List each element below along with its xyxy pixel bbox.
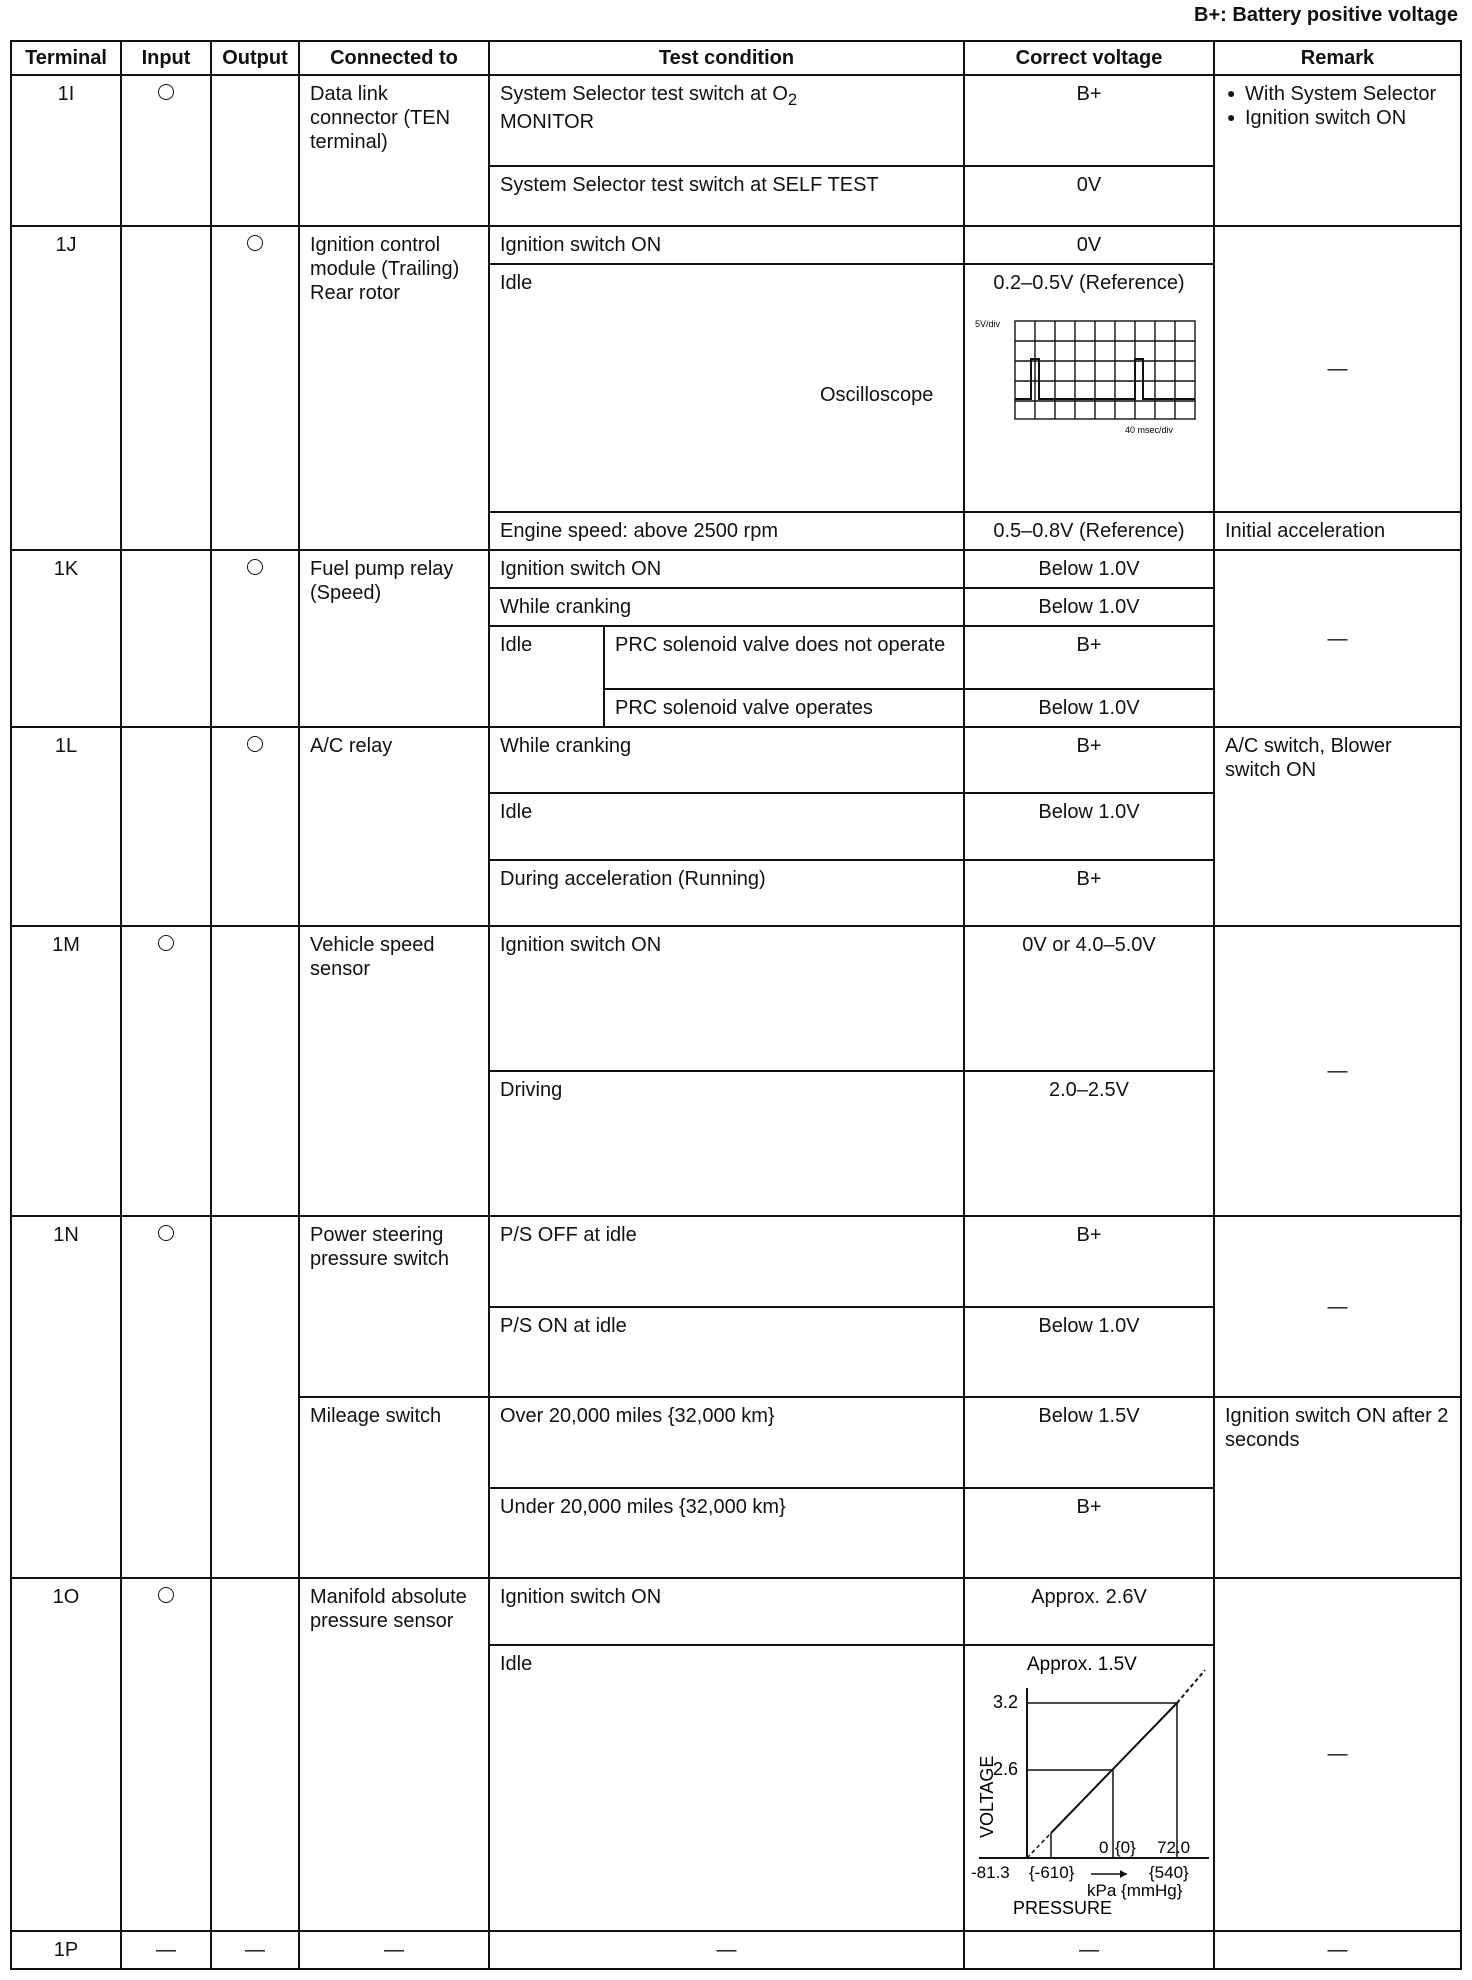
terminal-cell: 1I — [11, 75, 121, 226]
connected-to-cell: Ignition control module (Trailing) Rear rotor — [299, 226, 489, 550]
terminal-cell: 1M — [11, 926, 121, 1216]
map-sensor-graph — [969, 1648, 1209, 1918]
condition-cell: Idle — [489, 793, 964, 859]
col-terminal: Terminal — [11, 41, 121, 75]
voltage-cell: Below 1.0V — [964, 1307, 1214, 1398]
voltage-cell: B+ — [964, 75, 1214, 166]
scope-y-label: 5V/div — [975, 319, 1001, 330]
y-tick: 2.6 — [993, 1758, 1019, 1779]
condition-cell: System Selector test switch at $O_2$ MONITOR — [489, 75, 964, 166]
input-mark — [121, 926, 211, 1216]
condition-cell: Idle — [489, 626, 604, 727]
scope-x-label: 40 msec/div — [1125, 425, 1174, 436]
table-row — [11, 75, 1461, 166]
col-test-condition: Test condition — [489, 41, 964, 75]
voltage-cell: 0V or 4.0–5.0V — [964, 926, 1214, 1071]
remark-cell: — — [1214, 226, 1461, 512]
remark-cell: — — [1214, 926, 1461, 1216]
output-mark — [211, 550, 299, 727]
remark-cell: Initial acceleration — [1214, 512, 1461, 550]
voltage-cell: B+ — [964, 1488, 1214, 1579]
condition-cell: Idle Oscilloscope — [489, 264, 964, 512]
input-mark — [121, 75, 211, 226]
condition-cell: Ignition switch ON — [489, 226, 964, 264]
connected-to-cell: Vehicle speed sensor — [299, 926, 489, 1216]
voltage-cell: 0.2–0.5V (Reference) 5V/div 40 msec/div — [964, 264, 1214, 512]
y-axis-label: VOLTAGE — [977, 1755, 997, 1838]
dash-cell: — — [299, 1931, 489, 1969]
connected-to-cell: Fuel pump relay (Speed) — [299, 550, 489, 727]
terminal-cell: 1N — [11, 1216, 121, 1578]
x-axis-label: PRESSURE — [1013, 1897, 1113, 1918]
condition-cell: Ignition switch ON — [489, 926, 964, 1071]
remark-cell: — — [1214, 1578, 1461, 1930]
condition-cell: Idle — [489, 1645, 964, 1931]
connected-to-cell: Data link connector (TEN terminal) — [299, 75, 489, 226]
col-connected-to: Connected to — [299, 41, 489, 75]
voltage-cell: B+ — [964, 626, 1214, 688]
col-correct-voltage: Correct voltage — [964, 41, 1214, 75]
terminal-cell: 1J — [11, 226, 121, 550]
condition-cell: While cranking — [489, 727, 964, 793]
voltage-cell: B+ — [964, 860, 1214, 926]
condition-cell: Engine speed: above 2500 rpm — [489, 512, 964, 550]
condition-cell: During acceleration (Running) — [489, 860, 964, 926]
voltage-cell: B+ — [964, 727, 1214, 793]
connected-to-cell: A/C relay — [299, 727, 489, 926]
terminal-cell: 1K — [11, 550, 121, 727]
condition-cell: P/S OFF at idle — [489, 1216, 964, 1307]
table-row — [11, 550, 1461, 588]
voltage-cell: B+ — [964, 1216, 1214, 1307]
dash-cell: — — [121, 1931, 211, 1969]
dash-cell: — — [1214, 1931, 1461, 1969]
col-output: Output — [211, 41, 299, 75]
condition-cell: While cranking — [489, 588, 964, 626]
col-remark: Remark — [1214, 41, 1461, 75]
voltage-cell: Approx. 2.6V — [964, 1578, 1214, 1644]
scope-trace — [1015, 359, 1195, 399]
voltage-cell: Below 1.5V — [964, 1397, 1214, 1488]
remark-cell: — — [1214, 1216, 1461, 1397]
remark-cell: A/C switch, Blower switch ON — [1214, 727, 1461, 926]
table-row — [11, 226, 1461, 264]
voltage-cell: Below 1.0V — [964, 689, 1214, 727]
remark-cell: — — [1214, 550, 1461, 727]
x-tick: 0 — [1099, 1837, 1109, 1857]
sub-condition-cell: PRC solenoid valve operates — [604, 689, 964, 727]
table-row — [11, 1578, 1461, 1644]
scope-grid — [1015, 321, 1195, 419]
graph-approx-label: Approx. 1.5V — [1027, 1653, 1137, 1675]
x-tick: {540} — [1149, 1862, 1189, 1882]
dash-cell: — — [964, 1931, 1214, 1969]
table-row — [11, 1216, 1461, 1307]
voltage-cell: 0V — [964, 226, 1214, 264]
x-tick: {0} — [1115, 1837, 1136, 1857]
oscilloscope-waveform — [975, 295, 1205, 435]
terminal-voltage-table — [10, 40, 1462, 1970]
dash-cell: — — [211, 1931, 299, 1969]
condition-cell: Over 20,000 miles {32,000 km} — [489, 1397, 964, 1488]
terminal-cell: 1O — [11, 1578, 121, 1930]
voltage-cell — [964, 1645, 1214, 1931]
y-tick: 3.2 — [993, 1691, 1019, 1712]
voltage-cell: 0.5–0.8V (Reference) — [964, 512, 1214, 550]
output-mark — [211, 226, 299, 550]
connected-to-cell: Manifold absolute pressure sensor — [299, 1578, 489, 1930]
header-row — [11, 41, 1461, 75]
oscilloscope-label: Oscilloscope — [820, 384, 934, 407]
battery-voltage-note: B+: Battery positive voltage — [1194, 4, 1458, 26]
table-row — [11, 926, 1461, 1071]
x-tick: {-610} — [1029, 1862, 1075, 1882]
x-tick: 72.0 — [1157, 1837, 1191, 1857]
connected-to-cell: Mileage switch — [299, 1397, 489, 1578]
dash-cell: — — [489, 1931, 964, 1969]
condition-cell: Ignition switch ON — [489, 1578, 964, 1644]
sub-condition-cell: PRC solenoid valve does not operate — [604, 626, 964, 688]
voltage-cell: Below 1.0V — [964, 550, 1214, 588]
x-units: kPa {mmHg} — [1087, 1880, 1183, 1900]
terminal-cell: 1P — [11, 1931, 121, 1969]
condition-cell: Under 20,000 miles {32,000 km} — [489, 1488, 964, 1579]
input-mark — [121, 1578, 211, 1930]
condition-cell: P/S ON at idle — [489, 1307, 964, 1398]
terminal-cell: 1L — [11, 727, 121, 926]
condition-cell: Driving — [489, 1071, 964, 1216]
output-mark — [211, 727, 299, 926]
response-line — [1051, 1703, 1177, 1833]
connected-to-cell: Power steering pressure switch — [299, 1216, 489, 1397]
table-row — [11, 727, 1461, 793]
remark-cell: ● With System Selector ● Ignition switch ON — [1214, 75, 1461, 226]
condition-cell: System Selector test switch at SELF TEST — [489, 166, 964, 226]
voltage-cell: Below 1.0V — [964, 793, 1214, 859]
voltage-cell: 0V — [964, 166, 1214, 226]
col-input: Input — [121, 41, 211, 75]
condition-cell: Ignition switch ON — [489, 550, 964, 588]
voltage-cell: Below 1.0V — [964, 588, 1214, 626]
voltage-cell: 2.0–2.5V — [964, 1071, 1214, 1216]
input-mark — [121, 1216, 211, 1578]
remark-cell: Ignition switch ON after 2 seconds — [1214, 1397, 1461, 1578]
table-row — [11, 1931, 1461, 1969]
x-tick: -81.3 — [971, 1862, 1010, 1882]
